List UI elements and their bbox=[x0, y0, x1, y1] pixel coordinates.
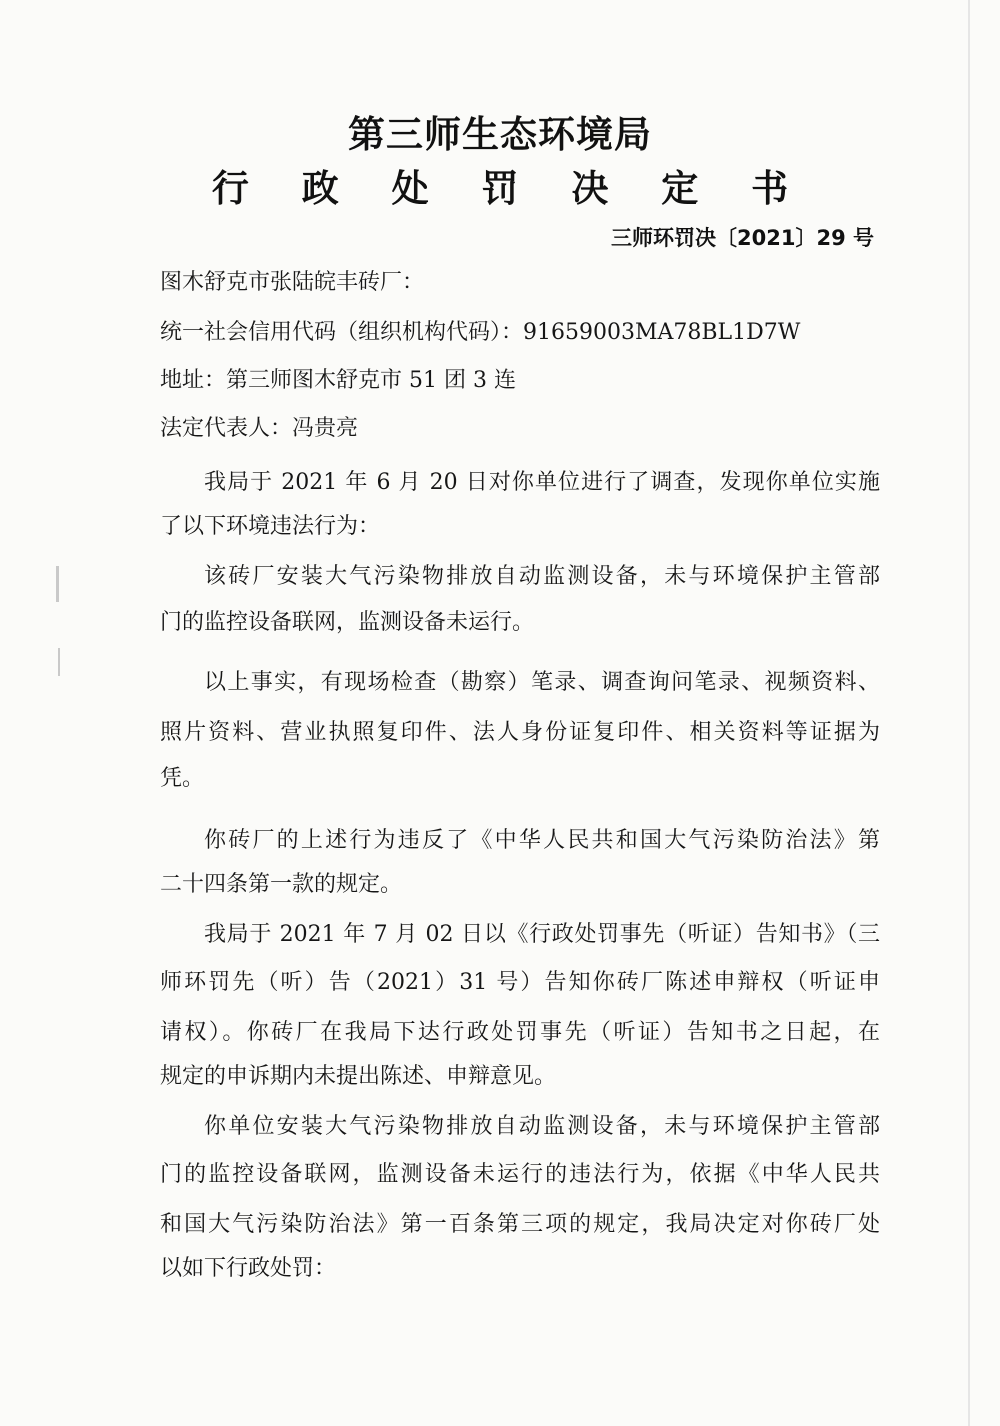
body-line: 师环罚先（听）告（2021）31 号）告知你砖厂陈述申辩权（听证申 bbox=[160, 970, 880, 995]
document-number: 三师环罚决〔2021〕29 号 bbox=[611, 226, 874, 250]
body-line: 门的监控设备联网，监测设备未运行的违法行为，依据《中华人民共 bbox=[160, 1162, 880, 1187]
body-line: 你砖厂的上述行为违反了《中华人民共和国大气污染防治法》第 bbox=[204, 828, 880, 853]
body-line: 规定的申诉期内未提出陈述、申辩意见。 bbox=[160, 1064, 557, 1089]
body-line: 凭。 bbox=[160, 766, 205, 791]
body-line: 以上事实，有现场检查（勘察）笔录、调查询问笔录、视频资料、 bbox=[204, 670, 880, 695]
party-representative: 法定代表人：冯贵亮 bbox=[160, 416, 359, 441]
scan-mark bbox=[56, 566, 59, 602]
body-line: 请权）。你砖厂在我局下达行政处罚事先（听证）告知书之日起，在 bbox=[160, 1020, 880, 1045]
body-line: 二十四条第一款的规定。 bbox=[160, 872, 403, 897]
scan-edge-line bbox=[968, 0, 970, 1426]
scan-mark bbox=[58, 648, 60, 676]
party-name: 图木舒克市张陆皖丰砖厂： bbox=[160, 270, 425, 295]
body-line: 以如下行政处罚： bbox=[160, 1256, 337, 1281]
body-line: 你单位安装大气污染物排放自动监测设备，未与环境保护主管部 bbox=[204, 1114, 880, 1139]
party-address: 地址：第三师图木舒克市 51 团 3 连 bbox=[160, 368, 516, 393]
body-line: 我局于 2021 年 7 月 02 日以《行政处罚事先（听证）告知书》（三 bbox=[204, 922, 880, 947]
body-line: 和国大气污染防治法》第一百条第三项的规定，我局决定对你砖厂处 bbox=[160, 1212, 880, 1237]
document-type-title: 行 政 处 罚 决 定 书 bbox=[211, 167, 809, 210]
body-line: 该砖厂安装大气污染物排放自动监测设备，未与环境保护主管部 bbox=[204, 564, 880, 589]
body-line: 门的监控设备联网，监测设备未运行。 bbox=[160, 610, 535, 635]
body-line: 我局于 2021 年 6 月 20 日对你单位进行了调查，发现你单位实施 bbox=[204, 470, 880, 495]
body-line: 照片资料、营业执照复印件、法人身份证复印件、相关资料等证据为 bbox=[160, 720, 880, 745]
party-credit-code: 统一社会信用代码（组织机构代码）：91659003MA78BL1D7W bbox=[160, 320, 801, 345]
body-line: 了以下环境违法行为： bbox=[160, 514, 381, 539]
agency-title: 第三师生态环境局 bbox=[348, 113, 652, 156]
